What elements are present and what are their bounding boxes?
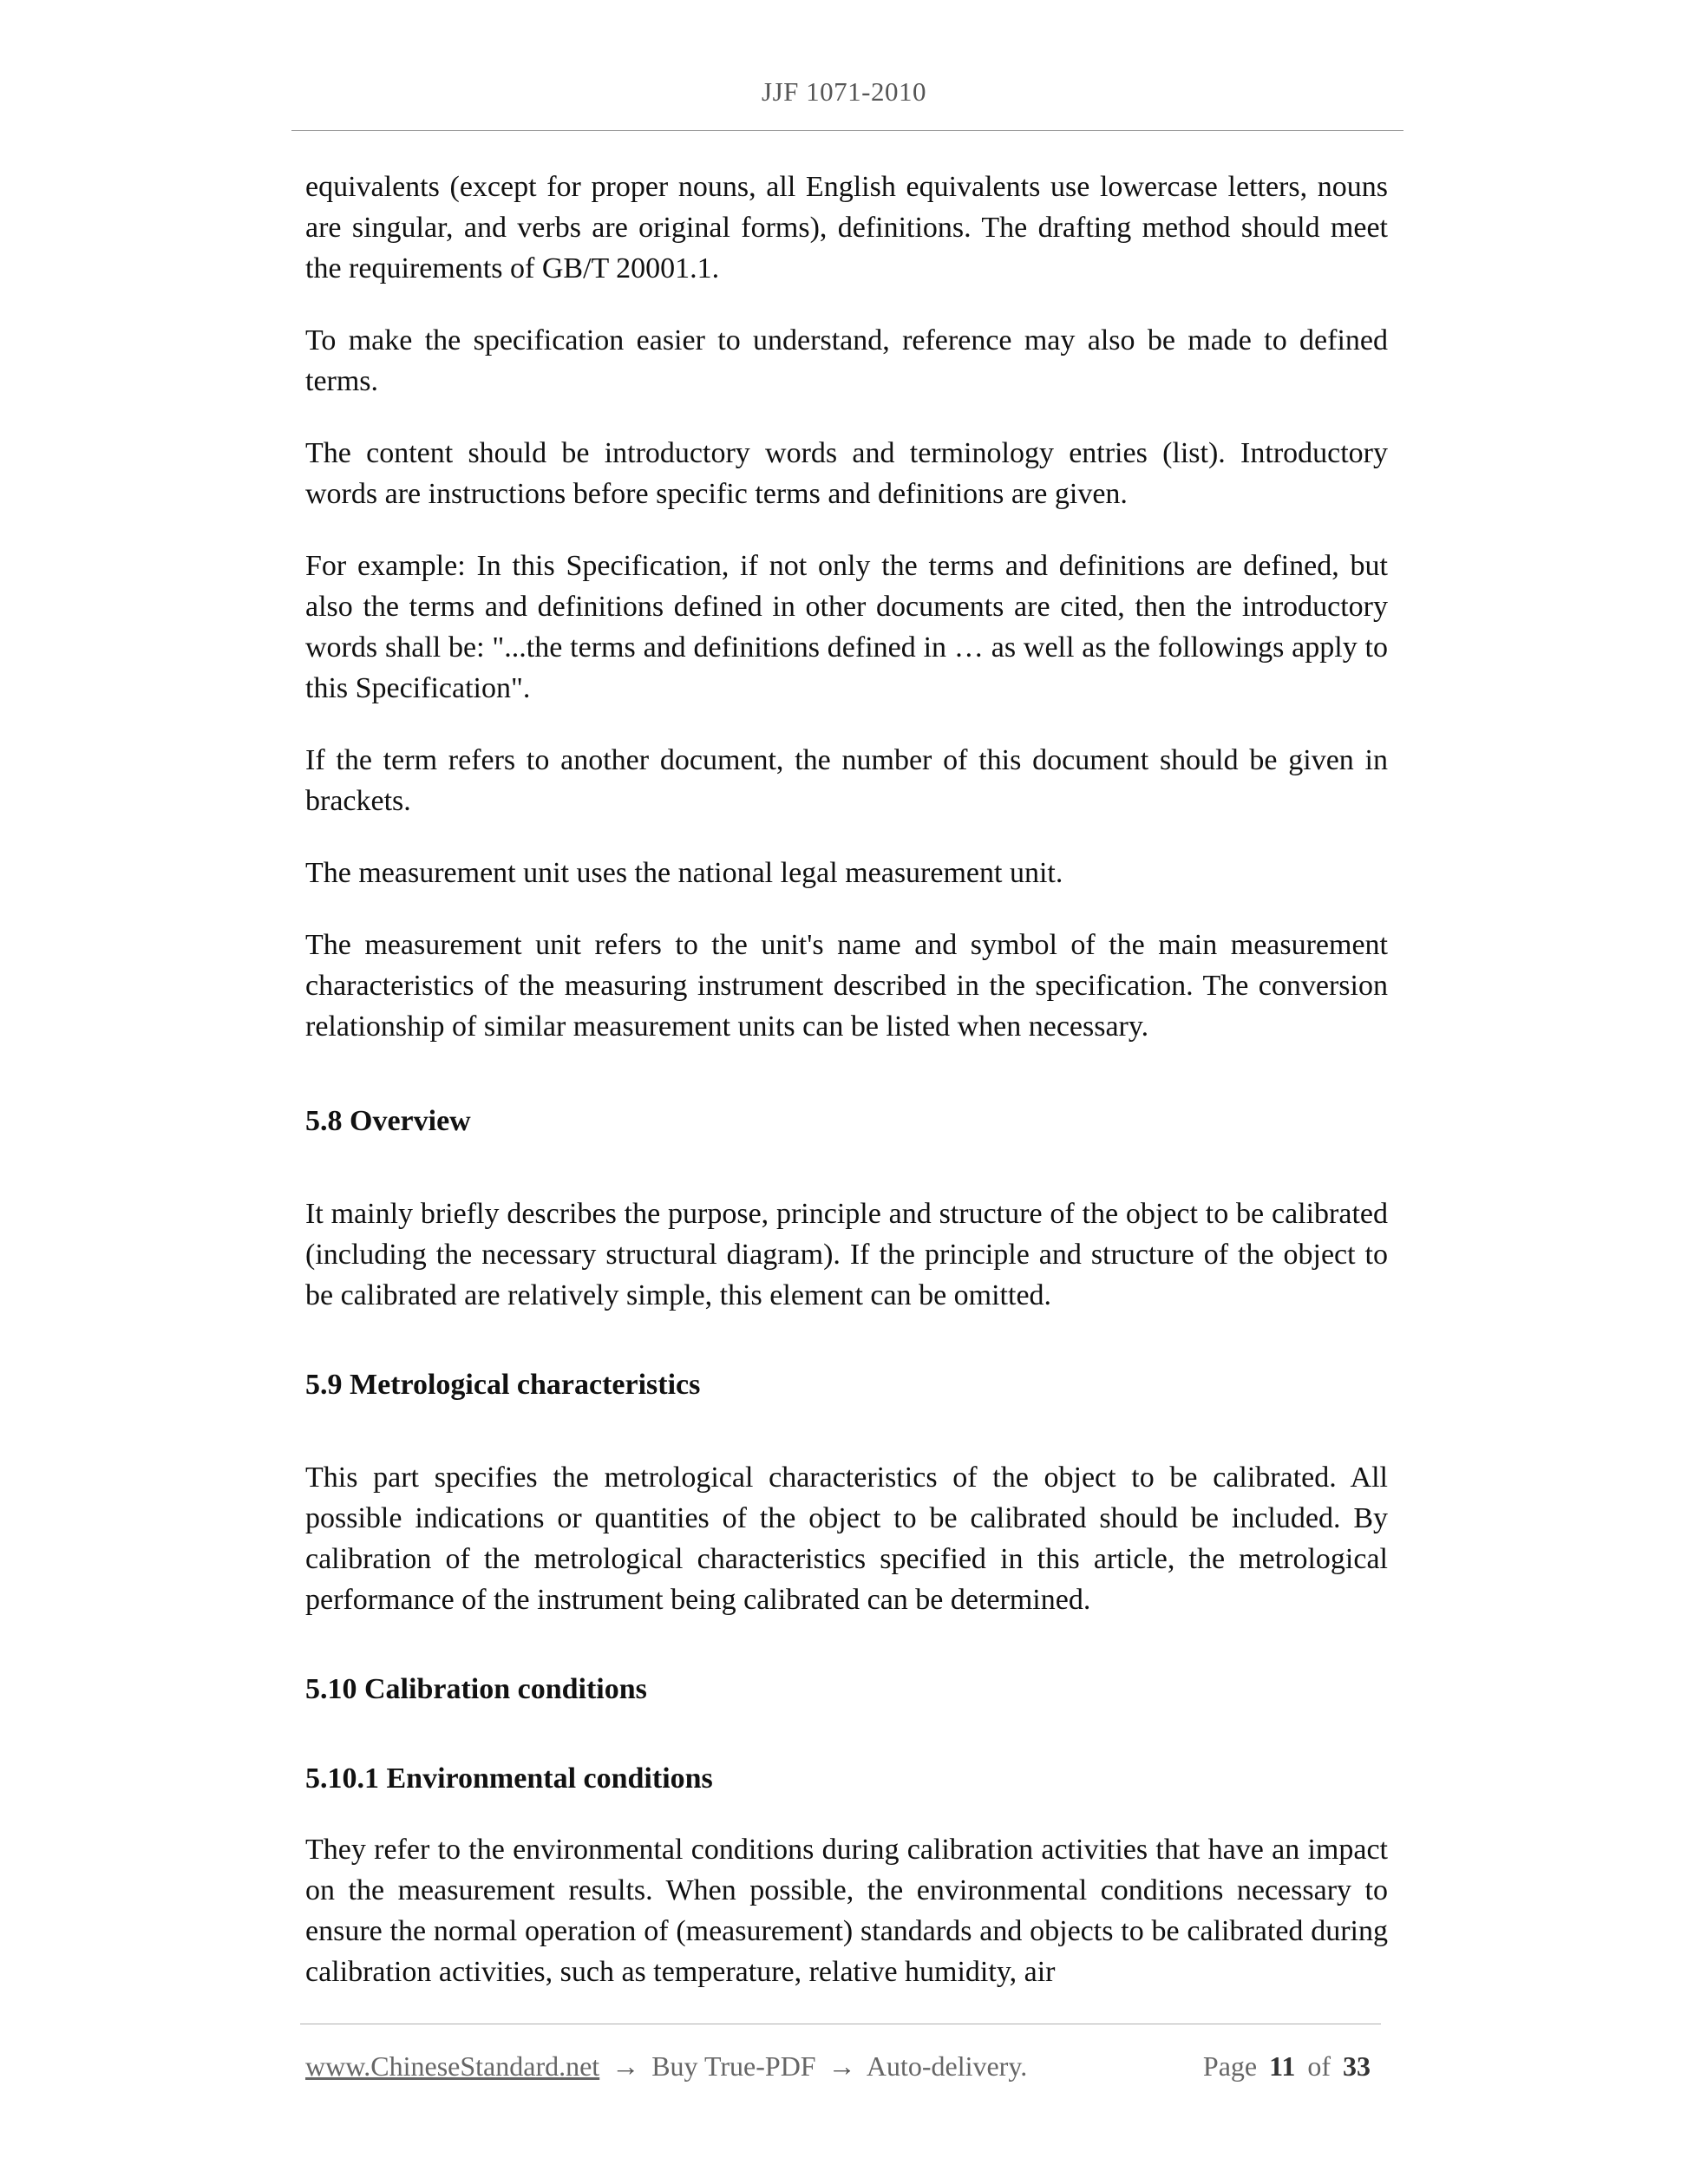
- paragraph-overview: It mainly briefly describes the purpose, principle and structure of the object to be calibrated (including the necessary structural diagram). If the principle and structure of the object to be calibrated are relatively simple, this element can be omitted.: [305, 1198, 1388, 1311]
- paragraph-metrological-characteristics: This part specifies the metrological characteristics of the object to be calibrated. All possible indications or quantities of the object to be calibrated should be included. By calibration of the metrological characteristics specified in this article, the metrological performance of the instrument being calibrated can be determined.: [305, 1461, 1388, 1616]
- section-heading-5-10: 5.10 Calibration conditions: [305, 1673, 647, 1705]
- paragraph-term-reference: If the term refers to another document, the number of this document should be given in brackets.: [305, 744, 1388, 817]
- arrow-right-icon: →: [612, 2050, 640, 2082]
- page-indicator: [1203, 2047, 1376, 2085]
- paragraph-equivalents: equivalents (except for proper nouns, all English equivalents use lowercase letters, nouns are singular, and verbs are original forms), definitions. The drafting method should meet the requirements of GB/T 20001.1.: [305, 171, 1388, 284]
- page-content: [305, 167, 1388, 2024]
- page-total-number: 33: [1343, 2050, 1371, 2082]
- section-heading-5-10-1: 5.10.1 Environmental conditions: [305, 1762, 713, 1795]
- page-current-number: 11: [1269, 2050, 1296, 2082]
- page-of-label: of: [1307, 2050, 1331, 2082]
- chinesestandard-link[interactable]: www.ChineseStandard.net: [305, 2050, 600, 2082]
- paragraph-introductory-words: The content should be introductory words and terminology entries (list). Introductory words are instructions before specific terms and definitions are given.: [305, 437, 1388, 510]
- section-heading-5-8: 5.8 Overview: [305, 1105, 471, 1137]
- paragraph-unit-definition: The measurement unit refers to the unit's name and symbol of the main measurement characteristics of the measuring instrument described in the specification. The conversion relationship of similar measurement units can be listed when necessary.: [305, 929, 1388, 1043]
- buy-pdf-text: Buy True-PDF: [651, 2050, 816, 2082]
- document-code-header: JJF 1071-2010: [762, 76, 926, 107]
- paragraph-legal-unit: The measurement unit uses the national legal measurement unit.: [305, 857, 1063, 889]
- paragraph-defined-terms: To make the specification easier to understand, reference may also be made to defined terms.: [305, 324, 1388, 397]
- auto-delivery-text: Auto-delivery.: [866, 2050, 1028, 2082]
- header-divider: [291, 130, 1403, 131]
- section-heading-5-9: 5.9 Metrological characteristics: [305, 1369, 701, 1401]
- page-footer: [305, 2047, 1381, 2085]
- page-label: Page: [1202, 2050, 1258, 2082]
- paragraph-environmental-conditions: They refer to the environmental conditions during calibration activities that have an impact on the measurement results. When possible, the environmental conditions necessary to ensure the normal operation of (measurement) standards and objects to be calibrated during calibration activities, such as temperature, relative humidity, air: [305, 1834, 1388, 1988]
- footer-promo: [305, 2047, 1027, 2085]
- paragraph-example: For example: In this Specification, if not only the terms and definitions are defined, but also the terms and definitions defined in other documents are cited, then the introductory words shall be: "...the terms and definitions defined in … as well as the followings apply to this Specification".: [305, 550, 1388, 704]
- arrow-right-icon: →: [828, 2050, 856, 2082]
